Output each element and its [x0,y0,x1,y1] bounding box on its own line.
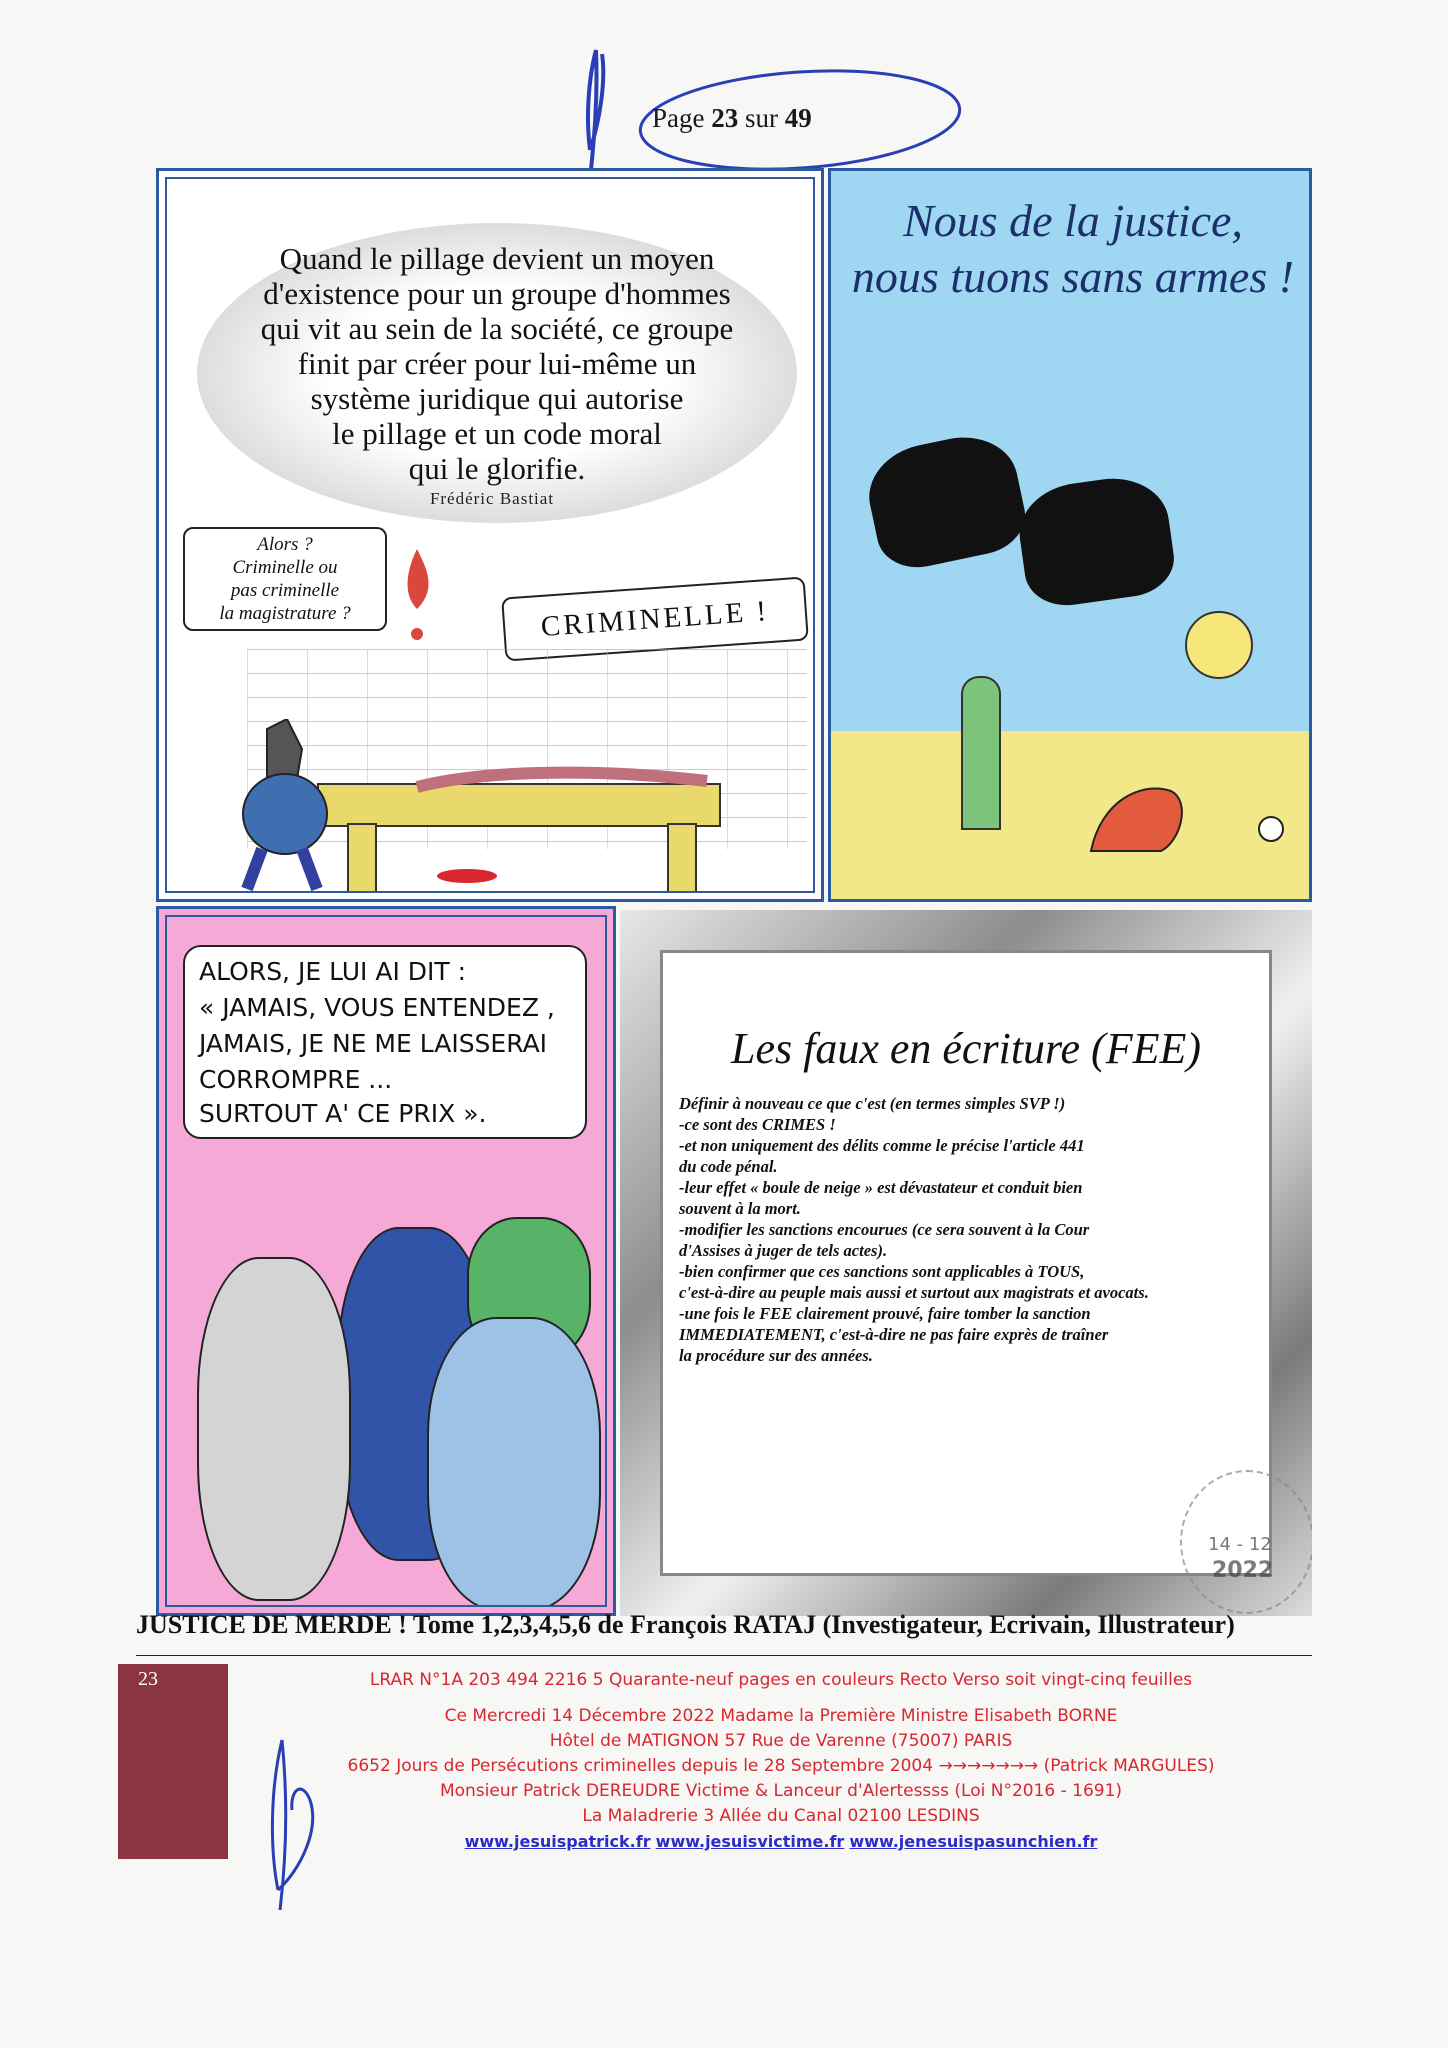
comic-panel-vultures [828,168,1312,902]
footer-page-number: 23 [138,1668,158,1690]
footer-line: La Maladrerie 3 Allée du Canal 02100 LESDINS [582,1806,980,1826]
fee-title: Les faux en écriture (FEE) [731,1024,1201,1073]
page-number-label: Page 23 sur 49 [652,103,812,133]
sun-icon [1185,611,1253,679]
official-figure-lightblue [427,1317,601,1607]
footer-line: Hôtel de MATIGNON 57 Rue de Varenne (75007) PARIS [549,1731,1013,1751]
frame-content [660,950,1272,1576]
quote-author: Frédéric Bastiat [429,489,555,508]
skull-icon [1251,811,1291,851]
footer-line: 6652 Jours de Persécutions criminelles depuis le 28 Septembre 2004 →→→→→→→ (Patrick MARGULES) [347,1756,1215,1776]
panel-title-nous-de-la-justice: Nous de la justice, nous tuons sans armes ! [851,195,1295,302]
blood-pool [437,869,497,883]
comic-panel-bastiat [156,168,824,902]
footer-line: LRAR N°1A 203 494 2216 5 Quarante-neuf pages en couleurs Recto Verso soit vingt-cinq feuilles [369,1670,1193,1690]
footer-line: Monsieur Patrick DEREUDRE Victime & Lanceur d'Alertessss (Loi N°2016 - 1691) [439,1781,1123,1801]
cactus-icon [961,676,1001,830]
fee-text-block: Définir à nouveau ce que c'est (en termes simples SVP !) -ce sont des CRIMES ! -et non uniquement des délits comme le précise l'article 441 du code pénal. -leur effet « boule de neige » est dévastateur et conduit bien souvent à la mort. -modifier les sanctions encourues (ce sera souvent à la Cour d'Assises à juger de tels actes). -bien confirmer que ces sanctions sont applicables à TOUS, c'est-à-dire au peuple mais aussi et surtout aux magistrats et avocats. -une fois le FEE clairement prouvé, faire tomber la sanction IMMEDIATEMENT, c'est-à-dire ne pas faire exprès de traîner la procédure sur des années. [679,1094,1149,1365]
vulture-judge-icon [860,427,1032,576]
fee-framed-text [620,910,1312,1616]
bastiat-quote: Quand le pillage devient un moyen d'existence pour un groupe d'hommes qui vit au sein de la société, ce groupe finit par créer pour lui-même un système juridique qui autorise le pillage et un code moral qui le glorifie. [260,241,734,486]
link-jesuisvictime[interactable]: www.jesuisvictime.fr [655,1832,845,1851]
table-leg [667,823,697,893]
speech-bubble-corruption: ALORS, JE LUI AI DIT : « JAMAIS, VOUS ENTENDEZ , JAMAIS, JE NE ME LAISSERAI CORROMPRE ... SURTOUT A' CE PRIX ». [183,945,587,1139]
postmark-stamp: 14 - 12 2022 [1180,1470,1312,1614]
blood-splatter-icon [387,539,447,649]
footer-line: Ce Mercredi 14 Décembre 2022 Madame la Première Ministre Elisabeth BORNE [444,1706,1118,1726]
book-caption: JUSTICE DE MERDE ! Tome 1,2,3,4,5,6 de François RATAJ (Investigateur, Ecrivain, Illustrateur) [136,1610,1235,1639]
link-jesuispatrick[interactable]: www.jesuispatrick.fr [464,1832,651,1851]
speech-bubble-alors: Alors ? Criminelle ou pas criminelle la magistrature ? [183,527,387,631]
executioner-figure-icon [207,719,367,893]
speech-bubble-criminelle: CRIMINELLE ! [501,576,809,661]
footer-page-box [118,1664,228,1859]
vulture-judge-icon [1013,471,1178,611]
comic-panel-corruption [156,906,616,1616]
footer-links [250,1832,1312,1851]
link-jenesuispasunchien[interactable]: www.jenesuispasunchien.fr [849,1832,1098,1851]
footer-divider [136,1655,1312,1656]
dying-man-icon [1071,761,1231,861]
victim-on-table-icon [407,759,727,799]
handwritten-initial-bottom-icon [240,1720,360,1920]
official-figure-grey [197,1257,351,1601]
